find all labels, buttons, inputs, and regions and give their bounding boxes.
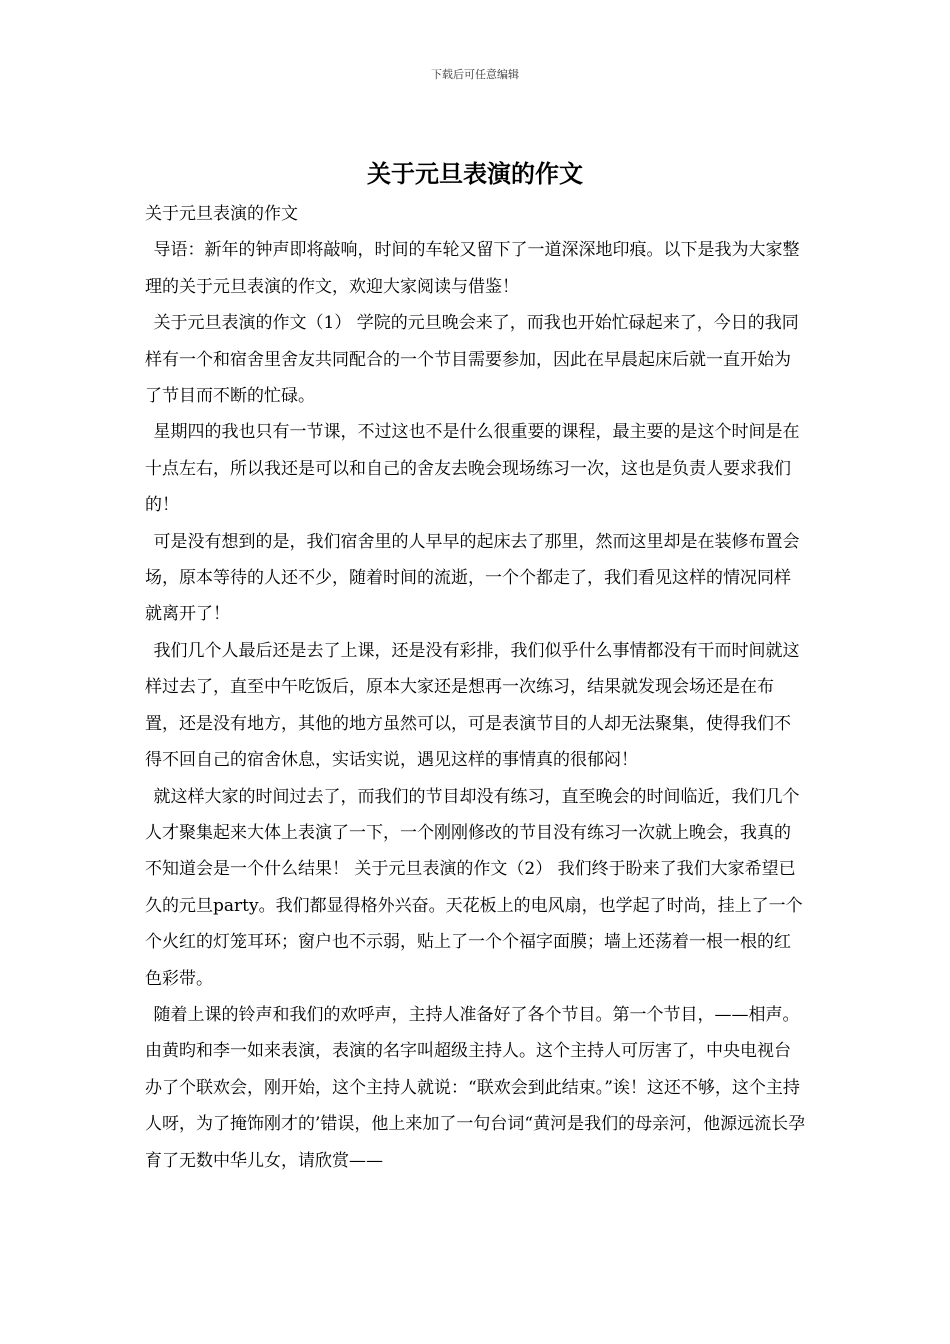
paragraph: 星期四的我也只有一节课，不过这也不是什么很重要的课程，最主要的是这个时间是在十点左右，所以我还是可以和自己的舍友去晚会现场练习一次，这也是负责人要求我们的！ xyxy=(145,422,800,516)
paragraph: 关于元旦表演的作文（1） 学院的元旦晚会来了，而我也开始忙碌起来了，今日的我同样有一个和宿舍里舍友共同配合的一个节目需要参加，因此在早晨起床后就一直开始为了节目而不断的忙碌。 xyxy=(145,313,799,407)
document-subtitle: 关于元旦表演的作文 xyxy=(145,204,298,224)
paragraph: 导语：新年的钟声即将敲响，时间的车轮又留下了一道深深地印痕。以下是我为大家整理的关于元旦表演的作文，欢迎大家阅读与借鉴！ xyxy=(145,240,800,297)
paragraph: 我们几个人最后还是去了上课，还是没有彩排，我们似乎什么事情都没有干而时间就这样过去了，直至中午吃饭后，原本大家还是想再一次练习，结果就发现会场还是在布置，还是没有地方，其他的地方虽然可以，可是表演节目的人却无法聚集，使得我们不得不回自己的宿舍休息，实话实说，遇见这样的事情真的很郁闷！ xyxy=(145,640,800,771)
paragraph: 就这样大家的时间过去了，而我们的节目却没有练习，直至晚会的时间临近，我们几个人才聚集起来大体上表演了一下，一个刚刚修改的节目没有练习一次就上晚会，我真的不知道会是一个什么结果！ 关于元旦表演的作文（2） 我们终于盼来了我们大家希望已久的元旦party。我们都显得格外兴奋。天花板上的电风扇，也学起了时尚，挂上了一个个火红的灯笼耳环；窗户也不示弱，贴上了一个个福字面膜；墙上还荡着一根一根的红色彩带。 xyxy=(145,786,803,989)
paragraph: 随着上课的铃声和我们的欢呼声，主持人准备好了各个节目。第一个节目，——相声。由黄昀和李一如来表演，表演的名字叫超级主持人。这个主持人可厉害了，中央电视台办了个联欢会，刚开始，这个主持人就说：“联欢会到此结束。”诶！这还不够，这个主持人呀，为了掩饰刚才的’错误，他上来加了一句台词“黄河是我们的母亲河，他源远流长孕育了无数中华儿女，请欣赏—— xyxy=(145,1004,806,1171)
paragraph: 可是没有想到的是，我们宿舍里的人早早的起床去了那里，然而这里却是在装修布置会场，原本等待的人还不少，随着时间的流逝，一个个都走了，我们看见这样的情况同样就离开了！ xyxy=(145,531,800,625)
header-note: 下载后可任意编辑 xyxy=(431,68,519,81)
document-title: 关于元旦表演的作文 xyxy=(367,159,583,188)
document-body xyxy=(145,196,807,1179)
